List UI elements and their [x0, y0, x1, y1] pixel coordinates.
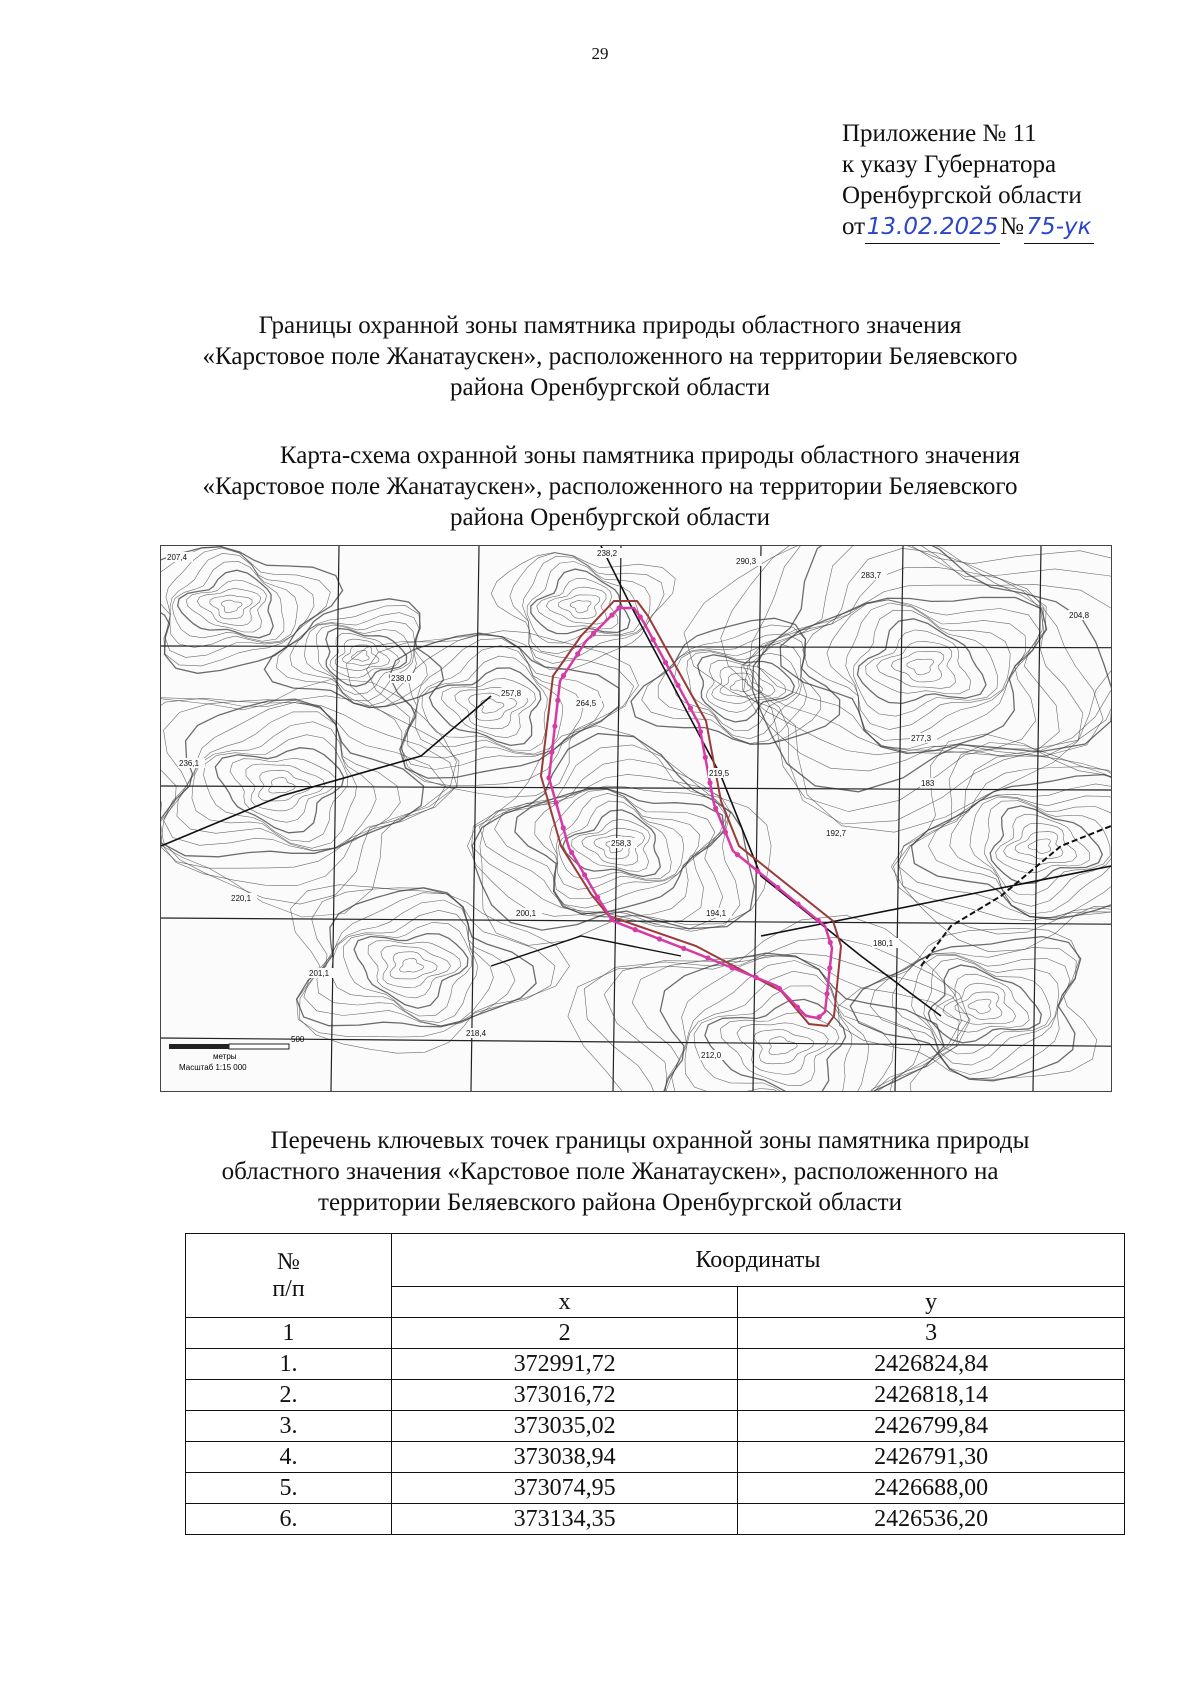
- row-number: 4.: [186, 1442, 392, 1473]
- boundary-vertex: [795, 1005, 800, 1010]
- elevation-label: 236,1: [179, 759, 200, 768]
- col-number-3: 3: [738, 1318, 1125, 1349]
- boundary-vertex: [595, 895, 600, 900]
- row-y: 2426791,30: [738, 1442, 1125, 1473]
- elevation-label: 258,3: [611, 839, 632, 848]
- elevation-label: 277,3: [911, 734, 932, 743]
- boundary-vertices: [546, 605, 832, 1019]
- boundary-vertex: [703, 755, 708, 760]
- row-x: 372991,72: [392, 1349, 738, 1380]
- boundary-vertex: [569, 850, 574, 855]
- map-title-line-2: «Карстовое поле Жанатаускен», расположенного на территории Беляевского: [202, 473, 1018, 500]
- boundary-vertex: [616, 605, 621, 610]
- col-number-1: 1: [186, 1318, 392, 1349]
- elevation-label: 264,5: [576, 699, 597, 708]
- boundary-vertex: [816, 918, 821, 923]
- header-number-pp: п/п: [272, 1275, 305, 1302]
- points-list-title: [140, 1125, 1080, 1218]
- row-y: 2426799,84: [738, 1411, 1125, 1442]
- elevation-label: 180,1: [873, 939, 894, 948]
- elevation-label: 218,4: [466, 1029, 487, 1038]
- elevation-label: 220,1: [231, 894, 252, 903]
- title-line-1: Границы охранной зоны памятника природы областного значения: [258, 312, 962, 339]
- boundary-vertex: [688, 706, 693, 711]
- boundary-vertex: [561, 673, 566, 678]
- boundary-vertex: [549, 750, 554, 755]
- elevation-label: 238,2: [597, 549, 618, 558]
- boundary-vertex: [657, 936, 662, 941]
- boundary-vertex: [824, 991, 829, 996]
- boundary-vertex: [609, 612, 614, 617]
- boundary-vertex: [775, 885, 780, 890]
- boundary-vertex: [554, 800, 559, 805]
- boundary-vertex: [735, 852, 740, 857]
- header-number-sign: №: [277, 1248, 300, 1275]
- boundary-vertex: [663, 660, 668, 665]
- boundary-vertex: [713, 806, 718, 811]
- row-y: 2426824,84: [738, 1349, 1125, 1380]
- table-row: [186, 1442, 1125, 1473]
- boundary-vertex: [705, 955, 710, 960]
- header-x: x: [392, 1287, 738, 1318]
- appendix-decree: к указу Губернатора: [842, 151, 1057, 178]
- boundary-vertex: [817, 1014, 822, 1019]
- page-number: 29: [591, 44, 609, 63]
- topographic-map: [160, 545, 1112, 1092]
- boundary-vertex: [828, 940, 833, 945]
- elevation-label: 219,5: [709, 769, 730, 778]
- boundary-vertex: [729, 965, 734, 970]
- row-number: 3.: [186, 1411, 392, 1442]
- list-title-line-2: областного значения «Карстовое поле Жанатаускен», расположенного на: [221, 1158, 999, 1185]
- elevation-label: 192,7: [826, 829, 847, 838]
- elevation-label: 283,7: [861, 571, 882, 580]
- row-x: 373016,72: [392, 1380, 738, 1411]
- elevation-label: 200,1: [516, 909, 537, 918]
- title-line-3: района Оренбургской области: [450, 374, 770, 401]
- header-number: [186, 1234, 392, 1318]
- scale-text: Масштаб 1:15 000: [179, 1063, 247, 1072]
- appendix-block: [842, 118, 1094, 244]
- map-canvas: [161, 546, 1111, 1091]
- map-title-line-3: района Оренбургской области: [450, 504, 770, 531]
- boundary-vertex: [681, 946, 686, 951]
- boundary-vertex: [561, 825, 566, 830]
- boundary-vertex: [638, 614, 643, 619]
- boundary-vertex: [675, 683, 680, 688]
- title-line-2: «Карстовое поле Жанатаускен», расположенного на территории Беляевского: [202, 343, 1018, 370]
- map-scale-bar: [169, 1035, 305, 1072]
- header-y: y: [738, 1287, 1125, 1318]
- boundary-vertex: [698, 729, 703, 734]
- table-row: [186, 1473, 1125, 1504]
- boundary-vertex: [555, 698, 560, 703]
- row-x: 373134,35: [392, 1504, 738, 1535]
- row-y: 2426818,14: [738, 1380, 1125, 1411]
- boundary-vertex: [755, 869, 760, 874]
- list-title-line-1: Перечень ключевых точек границы охранной зоны памятника природы: [270, 1127, 1030, 1154]
- row-number: 1.: [186, 1349, 392, 1380]
- elevation-label: 212,0: [701, 1051, 722, 1060]
- table-row: [186, 1504, 1125, 1535]
- scale-value: 500: [291, 1035, 305, 1044]
- header-coordinates: Координаты: [392, 1234, 1125, 1287]
- row-number: 5.: [186, 1473, 392, 1504]
- contour-lines: [161, 546, 1111, 1091]
- row-x: 373074,95: [392, 1473, 738, 1504]
- elevation-label: 257,8: [501, 689, 522, 698]
- elevation-label: 204,8: [1069, 611, 1090, 620]
- boundary-vertex: [575, 651, 580, 656]
- boundary-vertex: [827, 965, 832, 970]
- elevation-label: 238,0: [391, 674, 412, 683]
- boundary-vertex: [591, 631, 596, 636]
- boundary-vertex: [582, 872, 587, 877]
- appendix-region: Оренбургской области: [842, 182, 1082, 209]
- elevation-label: 194,1: [706, 909, 727, 918]
- table-row: [186, 1411, 1125, 1442]
- number-label: №: [1000, 213, 1024, 240]
- handwritten-number: 75-ук: [1024, 212, 1094, 244]
- boundary-vertex: [777, 986, 782, 991]
- list-title-line-3: территории Беляевского района Оренбургской области: [318, 1189, 902, 1216]
- boundary-vertex: [754, 975, 759, 980]
- appendix-date-line: [842, 211, 1094, 244]
- document-title: [150, 310, 1070, 403]
- table-row: [186, 1349, 1125, 1380]
- row-y: 2426536,20: [738, 1504, 1125, 1535]
- boundary-vertex: [552, 724, 557, 729]
- boundary-vertex: [546, 775, 551, 780]
- boundary-vertex: [707, 780, 712, 785]
- table-row: [186, 1380, 1125, 1411]
- handwritten-date: 13.02.2025: [865, 212, 1000, 244]
- map-title-line-1: Карта-схема охранной зоны памятника природы областного значения: [279, 442, 1021, 469]
- row-x: 373035,02: [392, 1411, 738, 1442]
- boundary-vertex: [795, 901, 800, 906]
- appendix-title: Приложение № 11: [842, 120, 1037, 147]
- row-y: 2426688,00: [738, 1473, 1125, 1504]
- boundary-vertex: [633, 927, 638, 932]
- boundary-vertex: [651, 637, 656, 642]
- boundary-vertex: [723, 830, 728, 835]
- elevation-label: 290,3: [736, 557, 757, 566]
- map-title: [150, 440, 1070, 533]
- elevation-label: 183: [921, 779, 935, 788]
- coordinates-table: [185, 1233, 1125, 1535]
- boundary-vertex: [609, 917, 614, 922]
- row-number: 6.: [186, 1504, 392, 1535]
- row-x: 373038,94: [392, 1442, 738, 1473]
- scale-unit: метры: [213, 1052, 237, 1061]
- from-label: от: [842, 213, 866, 240]
- col-number-2: 2: [392, 1318, 738, 1349]
- row-number: 2.: [186, 1380, 392, 1411]
- elevation-label: 201,1: [309, 969, 330, 978]
- elevation-label: 207,4: [167, 553, 188, 562]
